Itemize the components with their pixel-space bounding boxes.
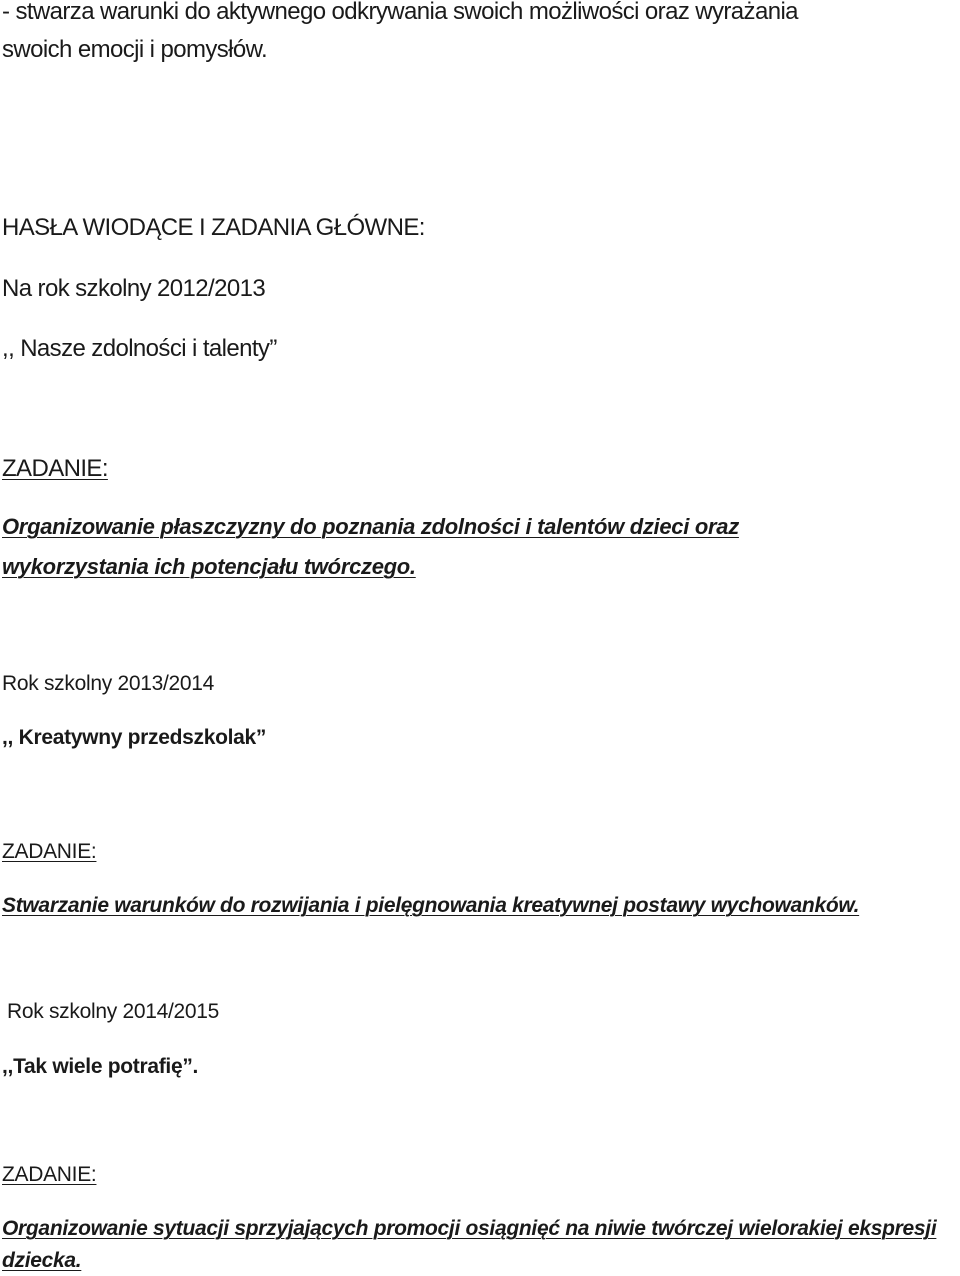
motto-2014: ,,Tak wiele potrafię”.	[2, 1055, 199, 1078]
motto-2013: ,, Kreatywny przedszkolak”	[2, 726, 267, 749]
intro-line-1: - stwarza warunki do aktywnego odkrywania swoich możliwości oraz wyrażania	[2, 0, 798, 25]
task-line-2013-1: Stwarzanie warunków do rozwijania i pielęgnowania kreatywnej postawy wychowanków.	[2, 894, 860, 917]
intro-line-2: swoich emocji i pomysłów.	[2, 36, 268, 63]
task-label-2013: ZADANIE:	[2, 840, 97, 863]
year-label-2014: Rok szkolny 2014/2015	[7, 1000, 220, 1023]
task-label-2014: ZADANIE:	[2, 1163, 97, 1186]
task-line-2014-1: Organizowanie sytuacji sprzyjających promocji osiągnięć na niwie twórczej wielorakiej ekspresji	[2, 1217, 937, 1240]
section-heading: HASŁA WIODĄCE I ZADANIA GŁÓWNE:	[2, 214, 425, 241]
task-line-2012-1: Organizowanie płaszczyzny do poznania zdolności i talentów dzieci oraz	[2, 514, 739, 539]
year-label-2012: Na rok szkolny 2012/2013	[2, 275, 266, 302]
year-label-2013: Rok szkolny 2013/2014	[2, 672, 215, 695]
motto-2012: ,, Nasze zdolności i talenty”	[2, 335, 277, 362]
task-line-2012-2: wykorzystania ich potencjału twórczego.	[2, 554, 416, 579]
task-line-2014-2: dziecka.	[2, 1249, 82, 1272]
task-label-2012: ZADANIE:	[2, 455, 108, 482]
